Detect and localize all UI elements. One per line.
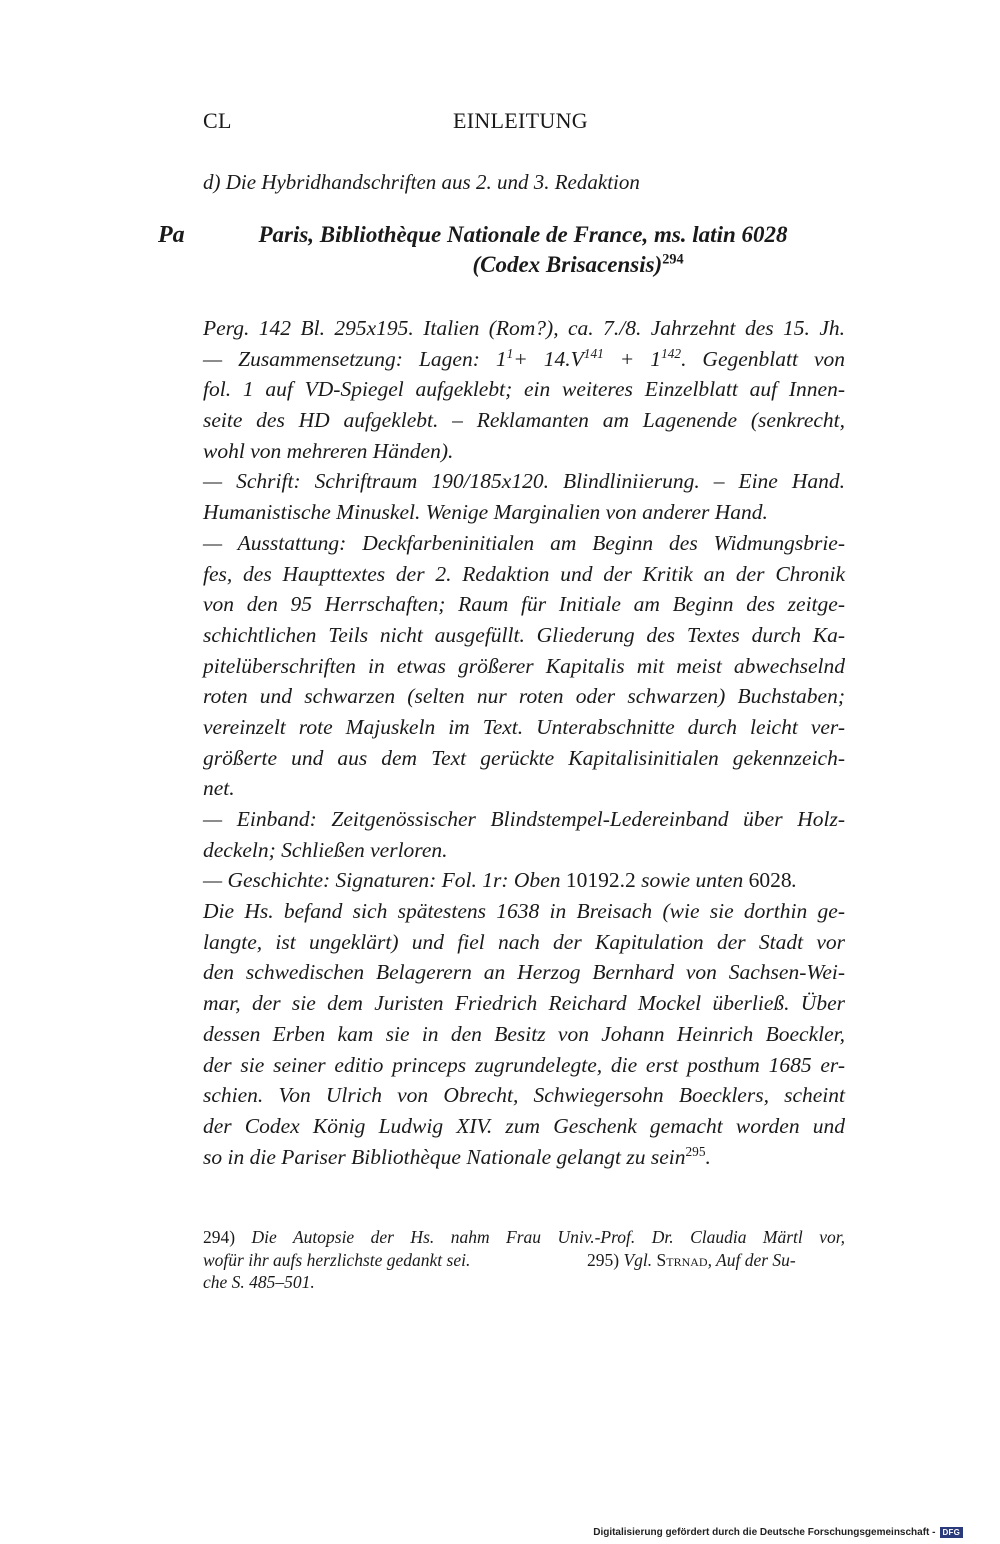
body-line: der sie seiner editio princeps zugrundelegte, die erst posthum 1685 er- xyxy=(203,1052,845,1077)
page-number: CL xyxy=(203,108,232,133)
body-line: net. xyxy=(203,776,235,801)
manuscript-siglum: Pa xyxy=(158,222,185,248)
body-line: schien. Von Ulrich von Obrecht, Schwiegersohn Boecklers, scheint xyxy=(203,1083,845,1108)
manuscript-title-line1: Paris, Bibliothèque Nationale de France, ms. latin 6028 xyxy=(258,222,788,247)
body-text-segment: sowie unten xyxy=(635,868,749,893)
footnote-text: Vgl. xyxy=(623,1249,657,1270)
body-text-segment: + 1 xyxy=(603,346,662,371)
superscript: 142 xyxy=(661,345,682,361)
footnote-295-line2: che S. 485–501. xyxy=(203,1272,315,1292)
footnote-text: Die Autopsie der Hs. nahm Frau Univ.-Prof. Dr. Claudia Märtl vor, xyxy=(251,1227,846,1247)
body-line: langte, ist ungeklärt) und fiel nach der Kapitulation der Stadt vor xyxy=(203,929,845,954)
section-heading: d) Die Hybridhandschriften aus 2. und 3. Redaktion xyxy=(203,170,640,194)
footnote-294-line2 xyxy=(203,1249,845,1272)
footnote-number: 294) xyxy=(203,1227,236,1247)
manuscript-title-codex: (Codex Brisacensis) xyxy=(472,252,663,277)
body-line: Humanistische Minuskel. Wenige Marginalien von anderer Hand. xyxy=(203,500,768,525)
footnote-ref-295: 295 xyxy=(685,1143,706,1159)
footnote-295 xyxy=(587,1249,796,1272)
footnote-ref-294: 294 xyxy=(662,251,684,268)
body-line: vereinzelt rote Majuskeln im Text. Unterabschnitte durch leicht ver- xyxy=(203,714,845,739)
footnote-number: 295) xyxy=(587,1249,620,1270)
body-text-segment: + 14.V xyxy=(513,346,584,371)
shelfmark: 6028 xyxy=(748,868,792,893)
footnotes xyxy=(203,1226,845,1294)
body-line: fes, des Haupttextes der 2. Redaktion und der Kritik an der Chronik xyxy=(203,561,845,586)
superscript: 1 xyxy=(506,345,514,361)
body-line: wohl von mehreren Händen). xyxy=(203,438,454,463)
manuscript-title-line2 xyxy=(203,252,843,278)
body-line: größerte und aus dem Text gerückte Kapitalisinitialen gekennzeich- xyxy=(203,745,845,770)
body-line: mar, der sie dem Juristen Friedrich Reichard Mockel überließ. Über xyxy=(203,991,845,1016)
footnote-294-line1 xyxy=(203,1226,845,1249)
running-head-title: EINLEITUNG xyxy=(453,108,588,133)
body-line: Die Hs. befand sich spätestens 1638 in Breisach (wie sie dorthin ge- xyxy=(203,899,845,924)
body-line: seite des HD aufgeklebt. – Reklamanten am Lagenende (senkrecht, xyxy=(203,408,845,433)
body-line: roten und schwarzen (selten nur roten oder schwarzen) Buchstaben; xyxy=(203,684,845,709)
dfg-logo: DFG xyxy=(940,1527,964,1538)
superscript: 141 xyxy=(583,345,604,361)
shelfmark: 10192.2 xyxy=(565,868,636,893)
digitization-credit xyxy=(593,1527,963,1538)
body-line: deckeln; Schließen verloren. xyxy=(203,837,448,862)
footnote-text: wofür ihr aufs herzlichste gedankt sei. xyxy=(203,1249,471,1270)
body-line: den schwedischen Belagerern an Herzog Bernhard von Sachsen-Wei- xyxy=(203,960,845,985)
body-text-segment: . xyxy=(791,868,797,893)
body-line: pitelüberschriften in etwas größerer Kapitalis mit meist abwechselnd xyxy=(203,653,845,678)
body-line: — Schrift: Schriftraum 190/185x120. Blindliniierung. – Eine Hand. xyxy=(203,469,845,494)
body-line: Perg. 142 Bl. 295x195. Italien (Rom?), ca. 7./8. Jahrzehnt des 15. Jh. xyxy=(203,316,845,340)
footnote-text: , Auf der Su- xyxy=(707,1249,796,1270)
body-line: — Ausstattung: Deckfarbeninitialen am Beginn des Widmungsbrie- xyxy=(203,530,845,555)
body-line xyxy=(203,865,845,896)
body-line: der Codex König Ludwig XIV. zum Geschenk gemacht worden und xyxy=(203,1113,845,1138)
body-line: dessen Erben kam sie in den Besitz von Johann Heinrich Boeckler, xyxy=(203,1021,845,1046)
body-line: von den 95 Herrschaften; Raum für Initiale am Beginn des zeitge- xyxy=(203,592,845,617)
body-text-segment: — Geschichte: Signaturen: Fol. 1r: Oben xyxy=(203,868,566,893)
body-line: fol. 1 auf VD-Spiegel aufgeklebt; ein weiteres Einzelblatt auf Innen- xyxy=(203,377,845,402)
footnote-author: Strnad xyxy=(656,1249,708,1270)
body-line xyxy=(203,344,845,375)
body-text-segment: — Zusammensetzung: Lagen: 1 xyxy=(203,346,507,371)
body-line: — Einband: Zeitgenössischer Blindstempel-Ledereinband über Holz- xyxy=(203,807,845,831)
body-line: schichtlichen Teils nicht ausgefüllt. Gliederung des Textes durch Ka- xyxy=(203,622,845,647)
credit-text: Digitalisierung gefördert durch die Deutsche Forschungsgemeinschaft - xyxy=(593,1527,936,1538)
body-text-segment: so in die Pariser Bibliothèque Nationale gelangt zu sein xyxy=(203,1144,686,1169)
manuscript-description xyxy=(203,313,845,1172)
body-text-segment: . Gegenblatt von xyxy=(681,346,846,371)
body-line xyxy=(203,1142,845,1173)
body-text-segment: . xyxy=(705,1144,711,1169)
